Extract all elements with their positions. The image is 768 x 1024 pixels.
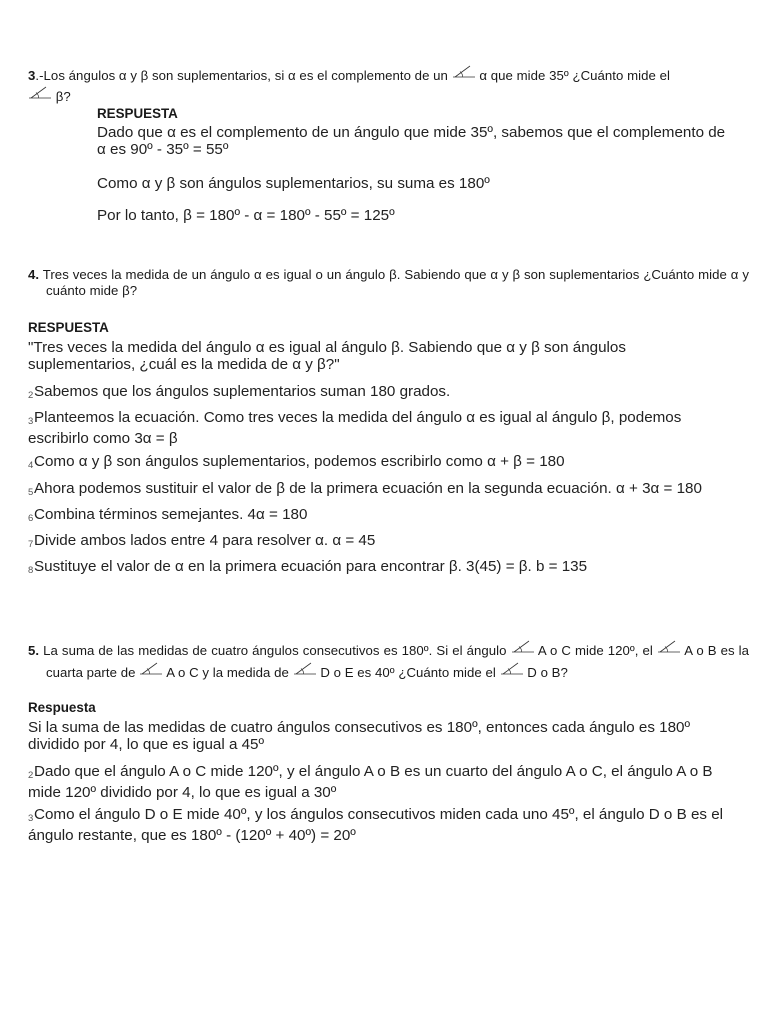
question-4 xyxy=(28,267,749,299)
question-4-text: Tres veces la medida de un ángulo α es igual o un ángulo β. Sabiendo que α y β son suplementarios ¿Cuánto mide α y cuánto mide β? xyxy=(42,267,749,298)
answer-4-step xyxy=(28,454,728,475)
step-number: 5 xyxy=(28,487,34,498)
angle-icon xyxy=(139,662,163,676)
question-3-number: 3 xyxy=(28,68,36,83)
question-3-text-b: α que mide 35º ¿Cuánto mide el xyxy=(479,68,670,83)
answer-4-intro: "Tres veces la medida del ángulo α es igual al ángulo β. Sabiendo que α y β son ángulos suplementarios, ¿cuál es la medida de α y β?" xyxy=(28,339,626,373)
angle-icon xyxy=(28,86,52,100)
question-3-text-c: β? xyxy=(55,89,71,104)
answer-label-4: RESPUESTA xyxy=(28,320,109,335)
step-number: 3 xyxy=(28,813,34,824)
answer-5-step xyxy=(28,764,728,801)
angle-icon xyxy=(452,65,476,79)
step-text: Combina términos semejantes. 4α = 180 xyxy=(34,506,308,523)
step-text: Divide ambos lados entre 4 para resolver α. α = 45 xyxy=(34,532,376,549)
step-text: Ahora podemos sustituir el valor de β de la primera ecuación en la segunda ecuación. α + 3α = 180 xyxy=(34,480,702,497)
question-4-number: 4. xyxy=(28,267,40,282)
answer-4-step xyxy=(28,481,748,502)
question-3-text-a: .-Los ángulos α y β son suplementarios, si α es el complemento de un xyxy=(35,68,448,83)
question-3 xyxy=(28,65,733,107)
answer-4-step xyxy=(28,384,728,405)
step-number: 6 xyxy=(28,513,34,524)
question-5-text-a: La suma de las medidas de cuatro ángulos consecutivos es 180º. Si el ángulo xyxy=(43,643,507,658)
answer-5-step xyxy=(28,807,728,844)
step-text: Como el ángulo D o E mide 40º, y los ángulos consecutivos miden cada uno 45º, el ángulo D o B es el ángulo restante, que es 180º - (120º + 40º) = 20º xyxy=(28,806,724,844)
angle-icon xyxy=(293,662,317,676)
step-number: 2 xyxy=(28,390,34,401)
step-text: Dado que el ángulo A o C mide 120º, y el ángulo A o B es un cuarto del ángulo A o C, el ángulo A o B mide 120º dividido por 4, lo que es igual a 30º xyxy=(28,763,713,801)
answer-5-intro: Si la suma de las medidas de cuatro ángulos consecutivos es 180º, entonces cada ángulo es 180º dividido por 4, lo que es igual a 45º xyxy=(28,719,691,753)
step-number: 3 xyxy=(28,416,34,427)
step-text: Planteemos la ecuación. Como tres veces la medida del ángulo α es igual al ángulo β, podemos escribirlo como 3α = β xyxy=(28,409,682,447)
answer-label-5: Respuesta xyxy=(28,700,96,715)
answer-3-line-3: Por lo tanto, β = 180º - α = 180º - 55º = 125º xyxy=(97,207,395,224)
step-number: 4 xyxy=(28,460,34,471)
question-5-text-f: D o B? xyxy=(527,665,568,680)
answer-label-3: RESPUESTA xyxy=(97,106,178,121)
question-5-text-d: A o C y la medida de xyxy=(166,665,289,680)
step-text: Sustituye el valor de α en la primera ecuación para encontrar β. 3(45) = β. b = 135 xyxy=(34,558,588,575)
question-5-text-b: A o C mide 120º, el xyxy=(537,643,653,658)
step-number: 7 xyxy=(28,539,34,550)
question-5 xyxy=(28,640,749,684)
angle-icon xyxy=(500,662,524,676)
question-5-text-c: A o B es la cuarta parte de xyxy=(46,643,750,680)
answer-4-step xyxy=(28,410,728,447)
step-text: Sabemos que los ángulos suplementarios suman 180 grados. xyxy=(34,383,451,400)
answer-4-step xyxy=(28,533,728,554)
angle-icon xyxy=(657,640,681,654)
answer-3-line-1: Dado que α es el complemento de un ángulo que mide 35º, sabemos que el complemento de α es 90º - 35º = 55º xyxy=(97,124,726,158)
step-text: Como α y β son ángulos suplementarios, podemos escribirlo como α + β = 180 xyxy=(34,453,565,470)
question-5-number: 5. xyxy=(28,643,40,658)
step-number: 2 xyxy=(28,770,34,781)
answer-4-step xyxy=(28,507,728,528)
answer-3-line-2: Como α y β son ángulos suplementarios, su suma es 180º xyxy=(97,175,490,192)
answer-4-step xyxy=(28,559,728,580)
step-number: 8 xyxy=(28,565,34,576)
angle-icon xyxy=(511,640,535,654)
question-5-text-e: D o E es 40º ¿Cuánto mide el xyxy=(320,665,496,680)
